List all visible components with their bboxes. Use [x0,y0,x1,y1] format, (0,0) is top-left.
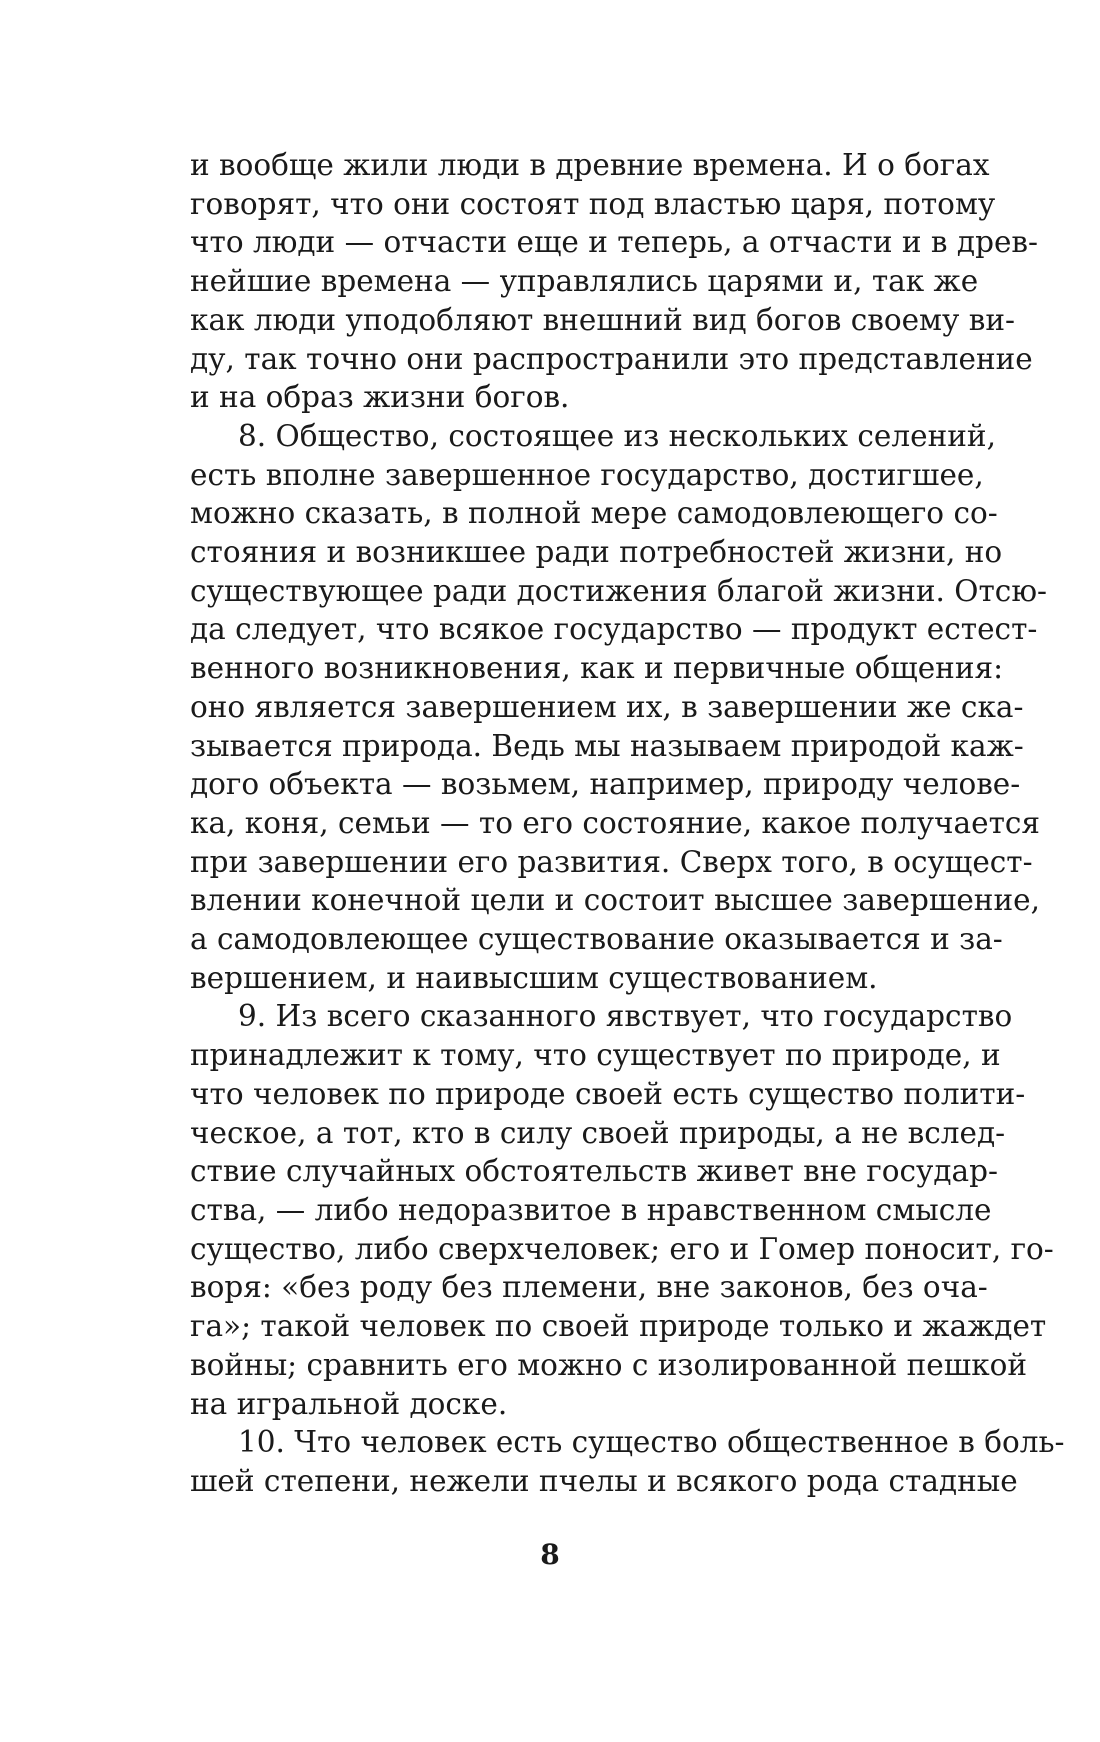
text-line: что люди — отчасти еще и теперь, а отчасти и в древ- [190,225,1038,260]
body-text [190,146,1065,1501]
text-line: оно является завершением их, в завершении же ска- [190,689,1024,724]
text-line: как люди уподобляют внешний вид богов своему ви- [190,302,1015,337]
text-line: да следует, что всякое государство — продукт естест- [190,612,1038,647]
text-line: на игральной доске. [190,1386,508,1421]
text-line: при завершении его развития. Сверх того, в осущест- [190,844,1033,879]
text-line: и вообще жили люди в древние времена. И о богах [190,148,990,182]
text-line: что человек по природе своей есть существо полити- [190,1076,1026,1111]
text-line: влении конечной цели и состоит высшее завершение, [190,883,1040,918]
text-line: принадлежит к тому, что существует по природе, и [190,1038,1001,1073]
paragraph-9-start: 9. Из всего сказанного явствует, что государство [238,999,1013,1034]
text-line: воря: «без роду без племени, вне законов, без оча- [190,1270,988,1305]
text-line: войны; сравнить его можно с изолированной пешкой [190,1347,1028,1382]
paragraph-8-start: 8. Общество, состоящее из нескольких селений, [238,418,996,453]
text-line: нейшие времена — управлялись царями и, так же [190,264,979,299]
text-line: и на образ жизни богов. [190,380,570,415]
text-line: говорят, что они состоят под властью царя, потому [190,186,996,221]
text-line: есть вполне завершенное государство, достигшее, [190,457,984,492]
text-line: вершением, и наивысшим существованием. [190,960,878,995]
text-line: шей степени, нежели пчелы и всякого рода стадные [190,1463,1018,1498]
text-line: дого объекта — возьмем, например, природу челове- [190,767,1021,802]
text-line: а самодовлеющее существование оказывается и за- [190,922,1003,957]
text-line: ка, коня, семьи — то его состояние, какое получается [190,805,1041,840]
text-line: ствие случайных обстоятельств живет вне государ- [190,1154,998,1189]
text-line: существо, либо сверхчеловек; его и Гомер поносит, го- [190,1231,1054,1266]
text-line: зывается природа. Ведь мы называем природой каж- [190,728,1024,763]
text-line: можно сказать, в полной мере самодовлеющего со- [190,496,998,531]
text-line: ду, так точно они распространили это представление [190,341,1033,376]
text-line: га»; такой человек по своей природе только и жаждет [190,1309,1047,1344]
text-line: стояния и возникшее ради потребностей жизни, но [190,535,1003,570]
text-line: венного возникновения, как и первичные общения: [190,651,1004,686]
text-line: ческое, а тот, кто в силу своей природы, а не вслед- [190,1115,1006,1150]
text-line: существующее ради достижения благой жизни. Отсю- [190,573,1047,608]
paragraph-10-start: 10. Что человек есть существо общественное в боль- [238,1425,1065,1460]
page-number: 8 [540,1538,560,1571]
text-line: ства, — либо недоразвитое в нравственном смысле [190,1192,992,1227]
